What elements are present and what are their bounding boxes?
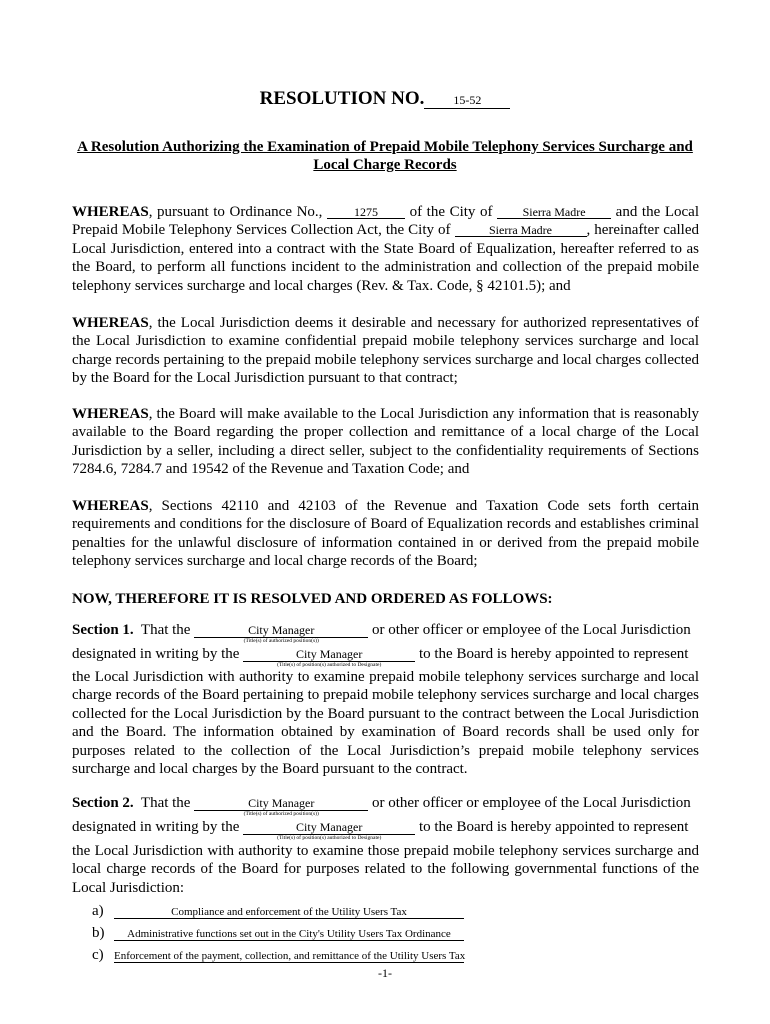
section-2-designator-field: City Manager (Title(s) of position(s) authorized to Designate)	[243, 821, 415, 835]
section-1-body: the Local Jurisdiction with authority to examine prepaid mobile telephony services surcharge and local charge records of the Board pertaining to prepaid mobile telephony services surcharge and local charges collected for the Local Jurisdiction by the Board pursuant to the contract between the Local Jurisdiction and the Board. The information obtained by examination of Board records shall be used only for purposes related to the collection of the Local Jurisdiction’s prepaid mobile telephony services surcharge and local charges by the Board pursuant to the contract.	[72, 669, 699, 778]
section-2-label: Section 2.	[72, 795, 134, 811]
section-2-body: the Local Jurisdiction with authority to examine those prepaid mobile telephony services surcharge and local charge records of the Board for purposes related to the following governmental functions of the Local Jurisdiction:	[72, 843, 699, 896]
section-1-label: Section 1.	[72, 622, 134, 638]
whereas-keyword: WHEREAS	[72, 204, 149, 220]
page-number: -1-	[378, 966, 392, 980]
whereas-keyword: WHEREAS	[72, 315, 149, 331]
function-field-c: Enforcement of the payment, collection, and remittance of the Utility Users Tax	[114, 950, 466, 962]
whereas-paragraph-3: WHEREAS, the Board will make available to the Local Jurisdiction any information that is reasonably available to the Board regarding the proper collection and remittance of a local charge of the Local Jurisdiction by a seller, including a direct seller, subject to the confidentiality requirements of Sections 7284.6, 7284.7 and 19542 of the Revenue and Taxation Code; and	[72, 406, 699, 478]
function-item-b: b) Administrative functions set out in the City's Utility Users Tax Ordinance	[92, 925, 464, 942]
resolution-title	[0, 88, 770, 110]
section-1-line-2: designated in writing by the City Manager (Title(s) of position(s) authorized to Designate) to the Board is hereby appointed to represent	[72, 646, 689, 668]
section-1-designator-field: City Manager (Title(s) of position(s) authorized to Designate)	[243, 648, 415, 662]
function-field-a: Compliance and enforcement of the Utility Users Tax	[114, 906, 464, 919]
section-1-designator-caption: (Title(s) of position(s) authorized to Designate)	[277, 662, 382, 668]
function-item-a: a) Compliance and enforcement of the Utility Users Tax	[92, 903, 464, 920]
ordinance-number-field: 1275	[327, 206, 405, 219]
whereas-keyword: WHEREAS	[72, 406, 149, 422]
whereas-keyword: WHEREAS	[72, 498, 149, 514]
whereas-paragraph-2: WHEREAS, the Local Jurisdiction deems it desirable and necessary for authorized representatives of the Local Jurisdiction to examine confidential prepaid mobile telephony services surcharge and local charge records pertaining to the prepaid mobile telephony services surcharge and local charges collected by the Board for the Local Jurisdiction pursuant to that contract;	[72, 315, 699, 387]
resolved-heading: NOW, THEREFORE IT IS RESOLVED AND ORDERED AS FOLLOWS:	[72, 591, 553, 607]
whereas-paragraph-1: WHEREAS, pursuant to Ordinance No., 1275 of the City of Sierra Madre and the Local Prepaid Mobile Telephony Services Collection Act, the City of Sierra Madre , hereinafter called Local Jurisdiction, entered into a contract with the State Board of Equalization, hereafter referred to as the Board, to perform all functions incident to the administration and collection of the prepaid mobile telephony services surcharge and local charges (Rev. & Tax. Code, § 42101.5); and	[72, 204, 700, 294]
section-1-officer-field: City Manager (Title(s) of authorized position(s))	[194, 624, 368, 638]
section-2-officer-field: City Manager (Title(s) of authorized position(s))	[194, 797, 368, 811]
section-2-designator-caption: (Title(s) of position(s) authorized to Designate)	[277, 835, 382, 841]
resolution-subtitle: A Resolution Authorizing the Examination of Prepaid Mobile Telephony Services Surcharge and Local Charge Records	[77, 139, 693, 173]
section-2-officer-caption: (Title(s) of authorized position(s))	[243, 811, 319, 817]
city-name-field-1: Sierra Madre	[497, 206, 611, 219]
function-field-b: Administrative functions set out in the City's Utility Users Tax Ordinance	[114, 928, 464, 941]
function-item-c: c) Enforcement of the payment, collection, and remittance of the Utility Users Tax	[92, 947, 466, 963]
whereas-paragraph-4: WHEREAS, Sections 42110 and 42103 of the Revenue and Taxation Code sets forth certain requirements and conditions for the disclosure of Board of Equalization records and establishes criminal penalties for the unlawful disclosure of information contained in or derived from the prepaid mobile telephony services surcharge and local charge records of the Board;	[72, 498, 699, 570]
resolution-label: RESOLUTION NO.	[259, 88, 425, 109]
city-name-field-2: Sierra Madre	[455, 224, 587, 237]
section-1-line-1: Section 1. That the City Manager (Title(s) of authorized position(s)) or other officer or employee of the Local Jurisdiction	[72, 622, 691, 644]
resolution-number: 15-52	[424, 93, 510, 109]
section-1-officer-caption: (Title(s) of authorized position(s))	[243, 638, 319, 644]
section-2-line-1: Section 2. That the City Manager (Title(s) of authorized position(s)) or other officer or employee of the Local Jurisdiction	[72, 795, 691, 817]
section-2-line-2: designated in writing by the City Manager (Title(s) of position(s) authorized to Designate) to the Board is hereby appointed to represent	[72, 819, 689, 841]
